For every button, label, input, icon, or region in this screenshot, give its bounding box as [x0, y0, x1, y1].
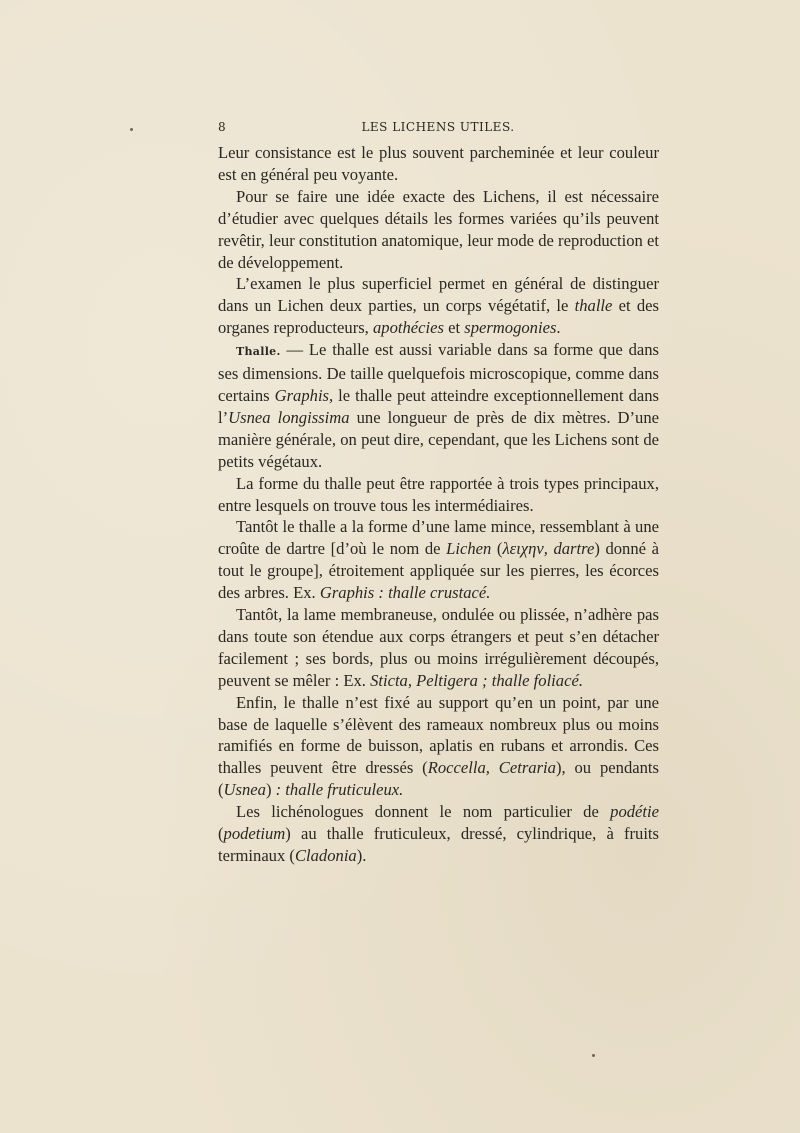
- text-run: Les lichénologues donnent le nom particulier de: [236, 802, 611, 822]
- body-text: [218, 142, 659, 867]
- text-run: le thalle peut atteindre exceptionnellement dans l’: [218, 385, 660, 427]
- running-head: [218, 120, 658, 138]
- term-lichen: Lichen: [446, 539, 492, 559]
- term-cladonia: Cladonia: [294, 846, 357, 865]
- text-run: une longueur de près de dix mètres. D’une manière générale, on peut dire, cependant, que les Lichens sont de petits végétaux.: [218, 407, 660, 471]
- term-thalle: thalle: [574, 296, 613, 316]
- term-graphis: Graphis,: [274, 385, 334, 405]
- text-run: ).: [356, 846, 367, 865]
- text-run: Tantôt le thalle a la forme d’une lame mince, ressemblant à une croûte de dartre [d’où le nom de: [218, 517, 659, 559]
- section-heading-thalle: Thalle.: [236, 345, 281, 359]
- page-number: 8: [218, 120, 227, 134]
- text-run: ): [265, 780, 276, 800]
- example-fruticuleux: : thalle fruticuleux.: [275, 780, 404, 800]
- paragraph-foliace: [218, 604, 659, 692]
- paragraph-examen: [218, 273, 659, 339]
- paragraph-consistance: Leur consistance est le plus souvent parcheminée et leur couleur est en général peu voyante.: [218, 143, 659, 184]
- term-podetium: podetium: [223, 824, 286, 844]
- paragraph-idee-exacte: Pour se faire une idée exacte des Lichens, il est nécessaire d’étudier avec quelques détails les formes variées qu’ils peuvent revêtir, leur constitution anatomique, leur mode de reproduction et de développement.: [218, 186, 659, 272]
- term-greek-dartre: λειχην, dartre: [502, 539, 595, 559]
- text-run: Tantôt, la lame membraneuse, ondulée ou plissée, n’adhère pas dans toute son étendue aux corps étrangers et peut s’en détacher facilement ; ses bords, plus ou moins irrégulièrement découpés, peuvent se mêler : Ex.: [218, 605, 659, 690]
- text-run: ), ou pendants (: [218, 758, 659, 800]
- paragraph-fruticuleux: [218, 692, 659, 802]
- text-run: (: [218, 824, 224, 844]
- text-run: L’examen le plus superficiel permet en général de distinguer dans un Lichen deux parties, un corps végétatif, le: [218, 274, 659, 316]
- paragraph-podetie: [218, 801, 659, 867]
- example-crustace: Graphis : thalle crustacé.: [319, 583, 491, 603]
- text-run: .: [556, 318, 561, 338]
- paper-speck: [592, 1054, 595, 1057]
- term-usnea-longissima: Usnea longissima: [228, 407, 350, 427]
- paper-speck: [130, 128, 133, 131]
- text-run: ) donné à tout le groupe], étroitement appliquée sur les pierres, les écorces des arbres. Ex.: [218, 539, 659, 603]
- running-title: LES LICHENS UTILES.: [361, 120, 515, 134]
- paragraph-crustace: [218, 516, 659, 604]
- text-run: ) au thalle fruticuleux, dressé, cylindrique, à fruits terminaux (: [218, 824, 659, 865]
- text-run: Enfin, le thalle n’est fixé au support qu’en un point, par une base de laquelle s’élèvent des rameaux nombreux plus ou moins ramifiés en forme de buisson, aplatis en rubans et arrondis. Ces thalles peuvent être dressés (: [218, 692, 659, 778]
- term-usnea: Usnea: [223, 780, 266, 800]
- term-podetie: podétie: [610, 802, 659, 822]
- paragraph-trois-types: La forme du thalle peut être rapportée à trois types principaux, entre lesquels on trouve tous les intermédiaires.: [218, 473, 659, 515]
- paragraph-thalle: [218, 339, 659, 472]
- text-run: — Le thalle est aussi variable dans sa forme que dans ses dimensions. De taille quelquefois microscopique, comme dans certains: [218, 340, 659, 405]
- term-apothecies: apothécies: [372, 318, 444, 338]
- term-spermogonies: spermogonies: [464, 318, 557, 338]
- text-run: et: [443, 318, 465, 338]
- text-run: (: [491, 539, 503, 559]
- term-roccella-cetraria: Roccella, Cetraria: [427, 758, 556, 778]
- example-foliace: Sticta, Peltigera ; thalle foliacé.: [370, 670, 583, 690]
- text-run: et des organes reproducteurs,: [218, 296, 659, 338]
